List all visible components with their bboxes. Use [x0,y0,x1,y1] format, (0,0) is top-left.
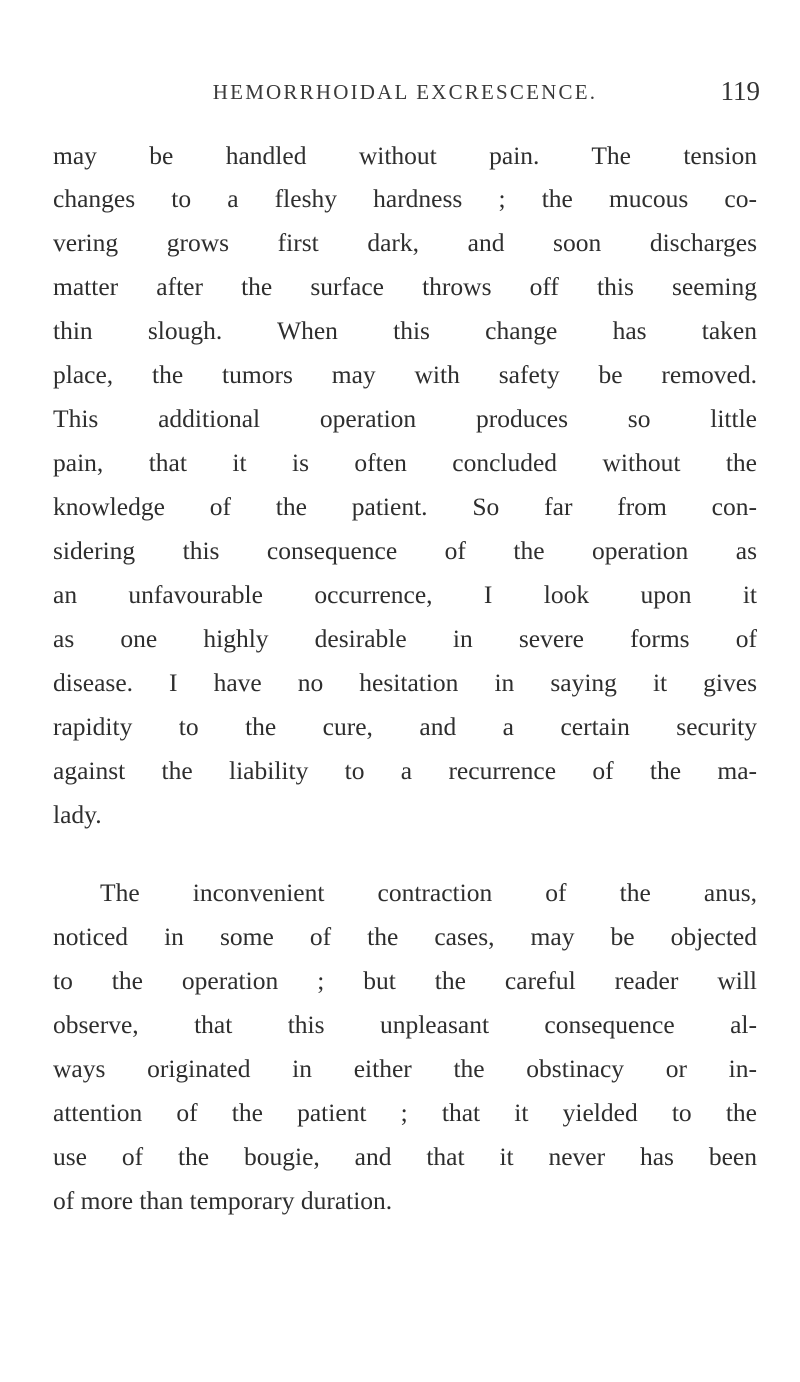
text-line: as one highly desirable in severe forms of [53,624,757,653]
text-line: matter after the surface throws off this seeming [53,272,757,301]
page-number: 119 [720,76,760,106]
text-line: rapidity to the cure, and a certain security [53,712,757,741]
text-line: pain, that it is often concluded without the [53,448,757,477]
text-line: to the operation ; but the careful reader will [53,966,757,995]
text-line: changes to a fleshy hardness ; the mucous co- [53,184,757,213]
text-line: ways originated in either the obstinacy or in- [53,1054,757,1083]
text-line: noticed in some of the cases, may be objected [53,922,757,951]
text-line: thin slough. When this change has taken [53,316,757,345]
text-line: may be handled without pain. The tension [53,141,757,170]
text-line: lady. [53,800,102,829]
text-line: use of the bougie, and that it never has been [53,1142,757,1171]
text-line: sidering this consequence of the operation as [53,536,757,565]
text-line: disease. I have no hesitation in saying it gives [53,668,757,697]
text-line: observe, that this unpleasant consequence al- [53,1010,757,1039]
text-line: place, the tumors may with safety be removed. [53,360,757,389]
running-title: HEMORRHOIDAL EXCRESCENCE. [212,80,598,104]
text-line: against the liability to a recurrence of the ma- [53,756,757,785]
text-line: of more than temporary duration. [53,1186,393,1215]
text-line: vering grows first dark, and soon discharges [53,228,757,257]
text-line: This additional operation produces so little [53,404,757,433]
text-line: attention of the patient ; that it yielded to the [53,1098,757,1127]
text-line: an unfavourable occurrence, I look upon it [53,580,757,609]
running-head [50,76,760,120]
text-line: knowledge of the patient. So far from con- [53,492,757,521]
text-line: The inconvenient contraction of the anus, [100,878,757,907]
